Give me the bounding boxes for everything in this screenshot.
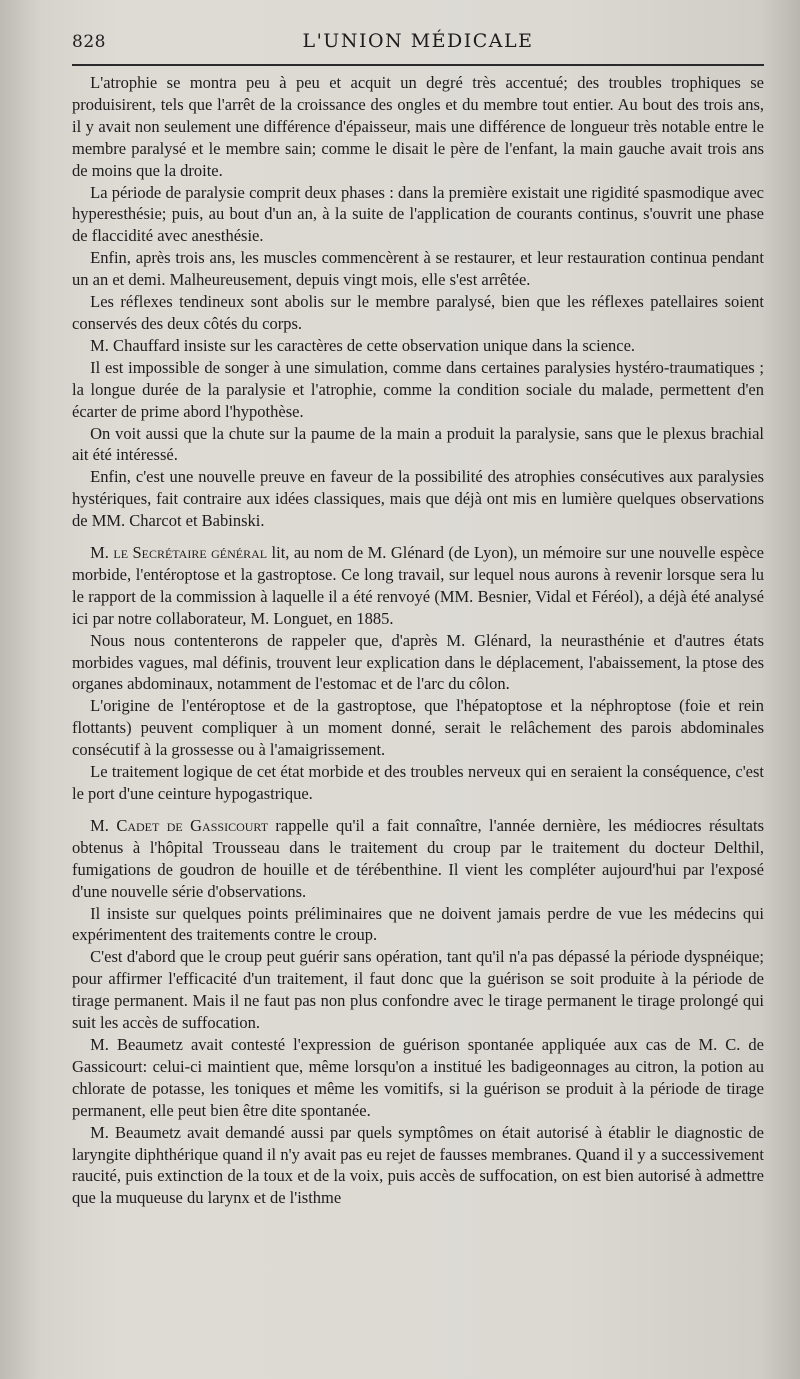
header-rule xyxy=(72,64,764,66)
paragraph: Le traitement logique de cet état morbide et des troubles nerveux qui en seraient la conséquence, c'est le port d'une ceinture hypogastrique. xyxy=(72,762,764,803)
paragraph: M. Beaumetz avait demandé aussi par quels symptômes on était autorisé à établir le diagnostic de laryngite diphthérique quand il n'y avait pas eu rejet de fausses membranes. Quand il y a successivement raucité, puis extinction de la toux et de la voix, puis accès de suffocation, on est bien autorisé à admettre que la muqueuse du larynx et de l'isthme xyxy=(72,1122,764,1208)
speaker-name: M. Cadet de Gassicourt xyxy=(90,815,269,835)
paragraph: M. Beaumetz avait contesté l'expression de guérison spontanée appliquée aux cas de M. C. de Gassicourt: celui-ci maintient que, même lorsqu'on a institué les badigeonnages au citron, la potion au chlorate de potasse, les toniques et même les vomitifs, si la guérison se produit à la période de tirage permanent, elle peut bien être dite spontanée. xyxy=(72,1034,764,1120)
paragraph: Enfin, c'est une nouvelle preuve en faveur de la possibilité des atrophies consécutives aux paralysies hystériques, fait contraire aux idées classiques, mais que déjà ont mis en lumière quelques observations de MM. Charcot et Babinski. xyxy=(72,467,764,531)
paragraph: M. Chauffard insiste sur les caractères de cette observation unique dans la science. xyxy=(90,335,636,355)
paragraph: M. le Secrétaire général lit, au nom de M. Glénard (de Lyon), un mémoire sur une nouvelle espèce morbide, l'entéroptose et la gastroptose. Ce long travail, sur lequel nous aurons à revenir lorsque sera lu le rapport de la commission à laquelle il a été renvoyé (MM. Besnier, Vidal et Féréol), a déjà été analysé ici par notre collaborateur, M. Longuet, en 1885. xyxy=(72,543,764,628)
paragraph: L'origine de l'entéroptose et de la gastroptose, que l'hépatoptose et la néphroptose (foie et rein flottants) peuvent compliquer à un moment donné, serait le relâchement des parois abdominales consécutif à la grossesse ou à l'amaigrissement. xyxy=(72,696,764,760)
paragraph: Il est impossible de songer à une simulation, comme dans certaines paralysies hystéro-traumatiques ; la longue durée de la paralysie et l'atrophie, comme la condition sociale du malade, permettent d'en écarter de prime abord l'hypothèse. xyxy=(72,357,764,421)
paragraph: Il insiste sur quelques points préliminaires que ne doivent jamais perdre de vue les médecins qui expérimentent des traitements contre le croup. xyxy=(72,903,764,945)
speaker-name: M. le Secrétaire général xyxy=(90,543,268,563)
paragraph: Enfin, après trois ans, les muscles commencèrent à se restaurer, et leur restauration continua pendant un an et demi. Malheureusement, depuis vingt mois, elle s'est arrêtée. xyxy=(72,248,764,290)
paragraph: L'atrophie se montra peu à peu et acquit un degré très accentué; des troubles trophiques se produisirent, tels que l'arrêt de la croissance des ongles et du membre tout entier. Au bout des trois ans, il y avait non seulement une différence d'épaisseur, mais une différence de longueur très notable entre le membre paralysé et le membre sain; comme le disait le père de l'enfant, la main gauche avait trois ans de moins que la droite. xyxy=(72,73,764,180)
paragraph: Nous nous contenterons de rappeler que, d'après M. Glénard, la neurasthénie et d'autres états morbides vagues, mal définis, trouvent leur explication dans le déplacement, l'abaissement, la ptose des organes abdominaux, notamment de l'estomac et de l'arc du côlon. xyxy=(72,630,764,694)
paragraph: On voit aussi que la chute sur la paume de la main a produit la paralysie, sans que le plexus brachial ait été intéressé. xyxy=(72,423,764,465)
body-text xyxy=(72,72,764,1209)
paragraph: M. Cadet de Gassicourt rappelle qu'il a fait connaître, l'année dernière, les médiocres résultats obtenus à l'hôpital Trousseau dans le traitement du croup par le traitement du docteur Delthil, fumigations de goudron de houille et de térébenthine. Il vient les compléter aujourd'hui par l'exposé d'une nouvelle série d'observations. xyxy=(72,815,764,901)
paragraph: Les réflexes tendineux sont abolis sur le membre paralysé, bien que les réflexes patellaires soient conservés des deux côtés du corps. xyxy=(72,292,764,333)
page-header xyxy=(72,24,764,58)
paragraph: C'est d'abord que le croup peut guérir sans opération, tant qu'il n'a pas dépassé la période dyspnéique; pour affirmer l'efficacité d'un traitement, il faut donc que la guérison se soit produite à la période de tirage permanent. Mais il ne faut pas non plus confondre avec le tirage permanent le tirage prolongé qui suit les accès de suffocation. xyxy=(72,947,764,1033)
paragraph: La période de paralysie comprit deux phases : dans la première existait une rigidité spasmodique avec hyperesthésie; puis, au bout d'un an, à la suite de l'application de courants continus, s'ouvrit une phase de flaccidité avec anesthésie. xyxy=(72,182,764,246)
page-number: 828 xyxy=(72,32,106,52)
running-title: L'UNION MÉDICALE xyxy=(302,30,534,52)
